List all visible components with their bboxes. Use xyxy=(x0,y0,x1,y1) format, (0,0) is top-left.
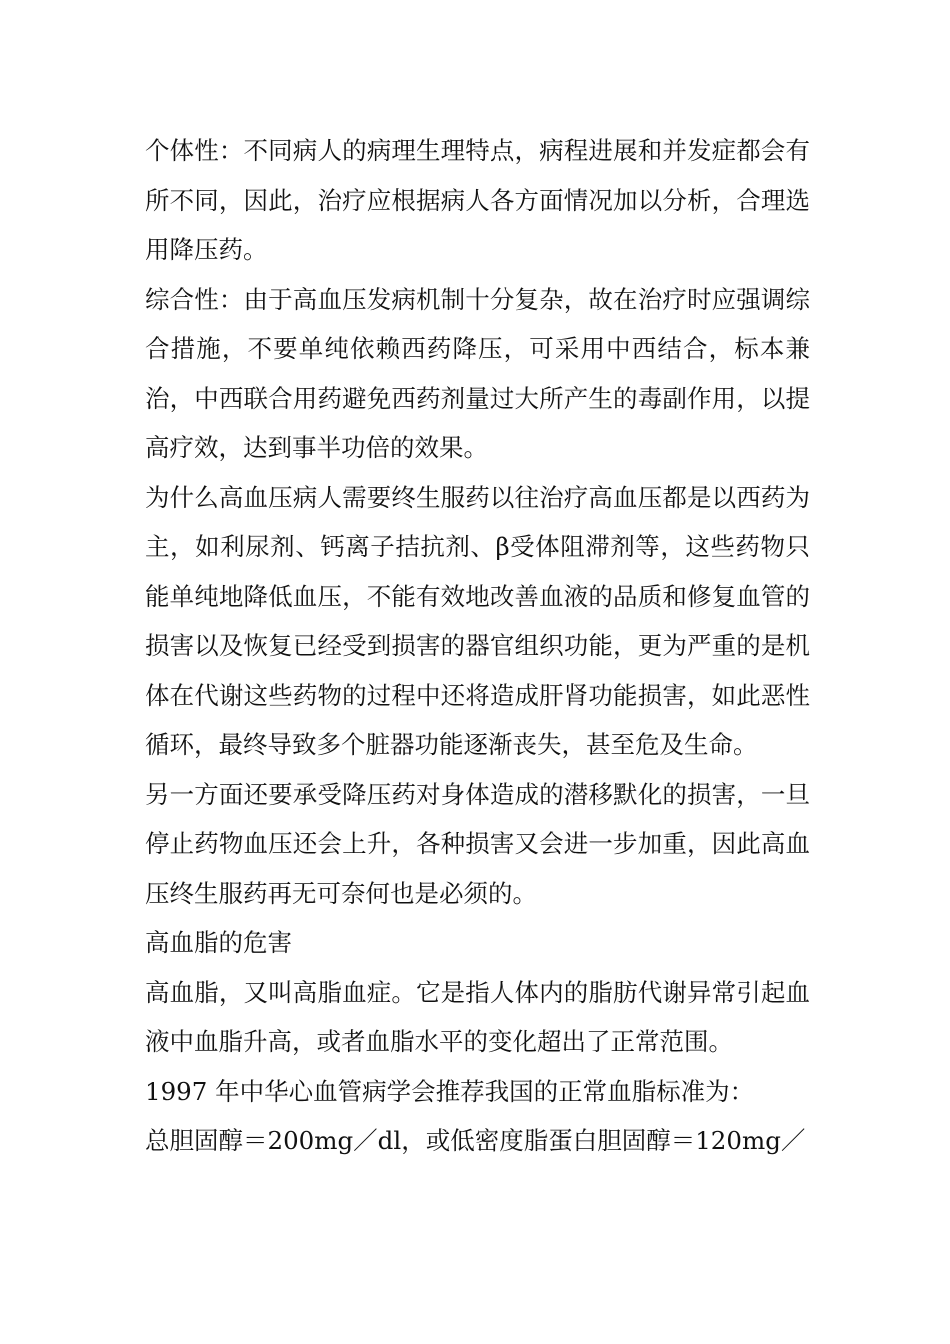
paragraph-comprehensiveness: 综合性：由于高血压发病机制十分复杂，故在治疗时应强调综合措施，不要单纯依赖西药降压，可采用中西结合，标本兼治，中西联合用药避免西药剂量过大所产生的毒副作用，以提高疗效，达到事半功倍的效果。 xyxy=(145,284,810,462)
document-body xyxy=(145,126,810,1166)
paragraph-standard-intro: 1997 年中华心血管病学会推荐我国的正常血脂标准为： xyxy=(145,1076,755,1106)
paragraph-hyperlipidemia-definition: 高血脂，又叫高脂血症。它是指人体内的脂肪代谢异常引起血液中血脂升高，或者血脂水平的变化超出了正常范围。 xyxy=(145,977,810,1056)
section-heading: 高血脂的危害 xyxy=(145,928,292,957)
paragraph-cholesterol-standard: 总胆固醇＝200mg／dl，或低密度脂蛋白胆固醇＝120mg／ xyxy=(145,1126,806,1155)
paragraph-lifelong-medication: 为什么高血压病人需要终生服药以往治疗高血压都是以西药为主，如利尿剂、钙离子拮抗剂、β受体阻滞剂等，这些药物只能单纯地降低血压，不能有效地改善血液的品质和修复血管的损害以及恢复已经受到损害的器官组织功能，更为严重的是机体在代谢这些药物的过程中还将造成肝肾功能损害，如此恶性循环，最终导致多个脏器功能逐渐丧失，甚至危及生命。 xyxy=(145,482,810,759)
paragraph-individuality: 个体性：不同病人的病理生理特点，病程进展和并发症都会有所不同，因此，治疗应根据病人各方面情况加以分析，合理选用降压药。 xyxy=(145,136,810,264)
paragraph-side-effects: 另一方面还要承受降压药对身体造成的潜移默化的损害，一旦停止药物血压还会上升，各种损害又会进一步加重，因此高血压终生服药再无可奈何也是必须的。 xyxy=(145,779,810,908)
